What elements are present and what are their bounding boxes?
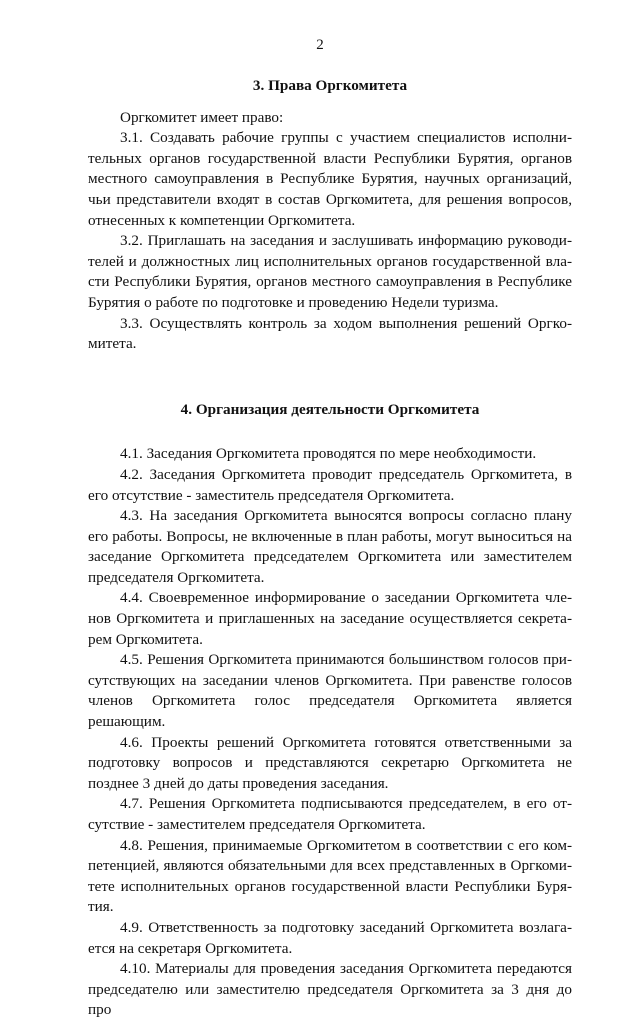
paragraph: 3.1. Создавать рабочие группы с участием специалистов исполнительных органов государственной власти Республики Бурятия, органов местного самоуправления в Республике Бурятия, научных организаций, чьи представители входят в состав Оргкомитета, для решения вопросов, отнесенных к компетенции Оргкомитета. xyxy=(88,129,572,229)
section-3-body xyxy=(88,108,572,355)
paragraph: 3.2. Приглашать на заседания и заслушивать информацию руководителей и должностных лиц исполнительных органов государственной власти Республики Бурятия, органов местного самоуправления в Республике Бурятия о работе по подготовке и проведению Недели туризма. xyxy=(88,232,572,311)
section-4-body xyxy=(88,444,572,1021)
paragraph: Оргкомитет имеет право: xyxy=(120,108,284,126)
paragraph: 4.2. Заседания Оргкомитета проводит председатель Оргкомитета, в его отсутствие - заместитель председателя Оргкомитета. xyxy=(88,465,572,504)
paragraph: 3.3. Осуществлять контроль за ходом выполнения решений Оргкомитета. xyxy=(88,314,572,353)
paragraph: 4.7. Решения Оргкомитета подписываются председателем, в его отсутствие - заместителем председателя Оргкомитета. xyxy=(88,795,572,833)
paragraph: 4.1. Заседания Оргкомитета проводятся по мере необходимости. xyxy=(120,445,537,463)
paragraph: 4.3. На заседания Оргкомитета выносятся вопросы согласно плану его работы. Вопросы, не включенные в план работы, могут выноситься на заседание Оргкомитета председателем Оргкомитета или заместителем председателя Оргкомитета. xyxy=(88,507,572,586)
paragraph: 4.5. Решения Оргкомитета принимаются большинством голосов присутствующих на заседании членов Оргкомитета. При равенстве голосов членов Оргкомитета голос председателя Оргкомитета является решающим. xyxy=(88,651,572,731)
paragraph: 4.8. Решения, принимаемые Оргкомитетом в соответствии с его компетенцией, являются обязательными для всех представленных в Оргкомитете исполнительных органов государственной власти Республики Бурятия. xyxy=(88,836,572,916)
section-4-title: 4. Организация деятельности Оргкомитета xyxy=(180,400,480,418)
paragraph: 4.9. Ответственность за подготовку заседаний Оргкомитета возлагается на секретаря Оргкомитета. xyxy=(88,918,572,957)
paragraph: 4.10. Материалы для проведения заседания Оргкомитета передаются председателю или заместителю председателя Оргкомитета за 3 дня до про xyxy=(88,960,572,1019)
page-number: 2 xyxy=(316,37,324,53)
document-body xyxy=(88,76,572,1021)
section-3-title: 3. Права Оргкомитета xyxy=(252,77,408,94)
paragraph: 4.4. Своевременное информирование о заседании Оргкомитета членов Оргкомитета и приглашенных на заседание осуществляется секретарем Оргкомитета. xyxy=(88,589,572,648)
paragraph: 4.6. Проекты решений Оргкомитета готовятся ответственными за подготовку вопросов и представляются секретарю Оргкомитета не позднее 3 дней до даты проведения заседания. xyxy=(88,733,572,792)
